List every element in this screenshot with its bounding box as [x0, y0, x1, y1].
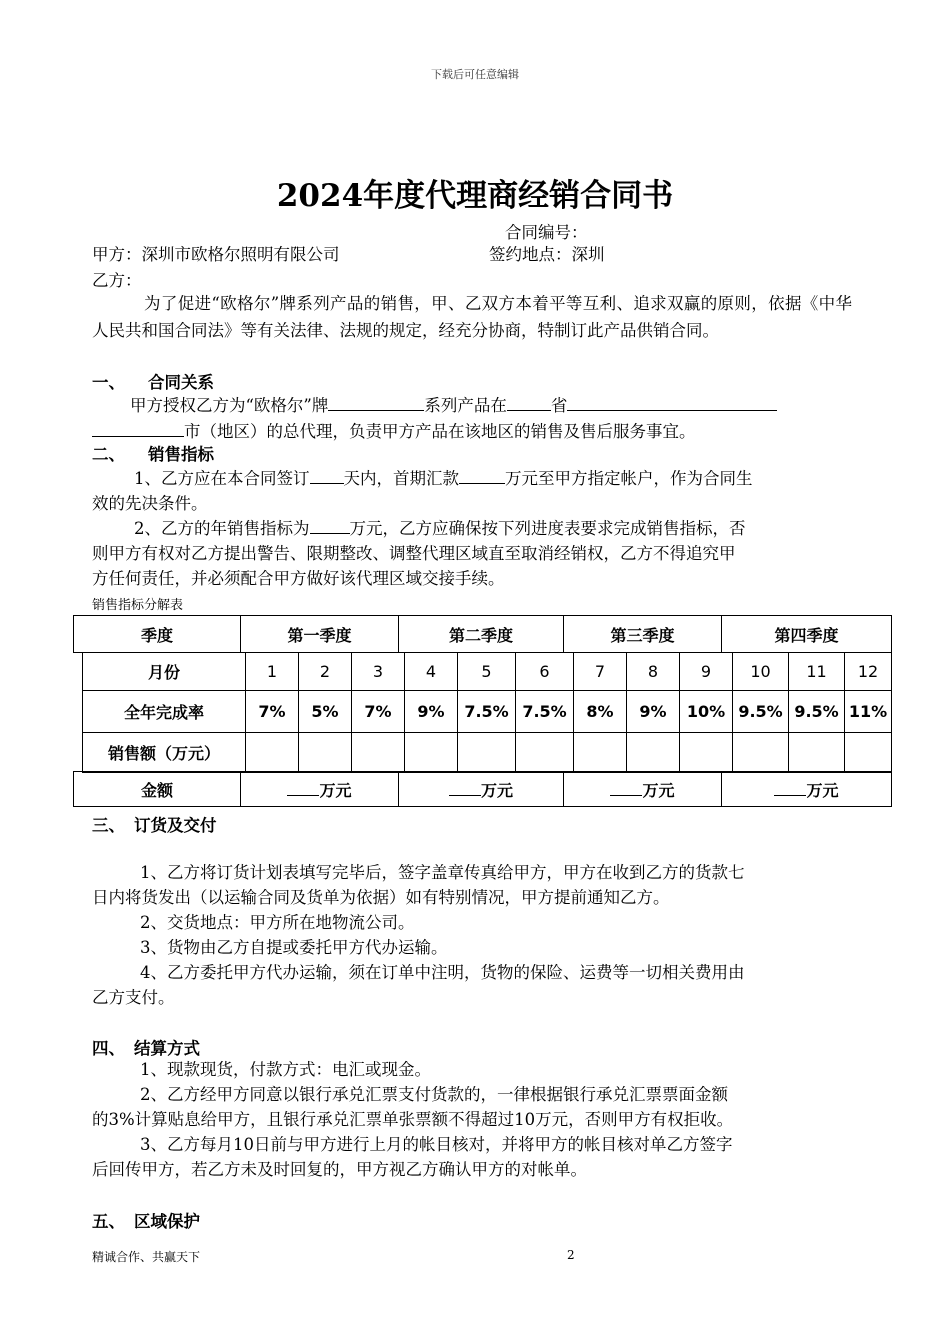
sales-cell[interactable] [516, 733, 574, 773]
month-cell: 9 [680, 653, 733, 691]
sec2-p2-a: 2、乙方的年销售指标为 [134, 519, 310, 538]
rate-cell: 7% [246, 691, 299, 733]
section-3-title: 订货及交付 [134, 816, 217, 835]
amount-q3 [564, 772, 722, 807]
sec2-p1-b: 天内，首期汇款 [343, 469, 459, 488]
amount-blank [610, 781, 642, 796]
section-1-line-1 [130, 392, 777, 419]
section-3-p4-line1: 4、乙方委托甲方代办运输，须在订单中注明，货物的保险、运费等一切相关费用由 [140, 963, 745, 982]
sales-row [83, 733, 892, 773]
month-row [83, 653, 892, 691]
section-3-p3: 3、货物由乙方自提或委托甲方代办运输。 [140, 938, 448, 957]
section-3-p1-line1: 1、乙方将订货计划表填写完毕后，签字盖章传真给甲方，甲方在收到乙方的货款七 [140, 863, 745, 882]
month-cell: 6 [516, 653, 574, 691]
rate-cell: 9.5% [733, 691, 789, 733]
sec2-p2-b: 万元，乙方应确保按下列进度表要求完成销售指标，否 [349, 519, 746, 538]
sales-label: 销售额（万元） [83, 733, 246, 773]
amount-q4 [722, 772, 892, 807]
section-2-number: 二、 [92, 445, 125, 464]
sales-cell[interactable] [299, 733, 352, 773]
province-blank [507, 392, 551, 411]
amount-unit: 万元 [806, 780, 839, 800]
section-4-p3-line2: 后回传甲方，若乙方未及时回复的，甲方视乙方确认甲方的对帐单。 [92, 1160, 587, 1179]
rate-cell: 8% [574, 691, 627, 733]
brand-series-blank [328, 392, 424, 411]
section-3-p1-line2: 日内将货发出（以运输合同及货单为依据）如有特别情况，甲方提前通知乙方。 [92, 888, 670, 907]
city-blank [92, 418, 184, 437]
days-blank [310, 465, 344, 484]
rate-cell: 7.5% [516, 691, 574, 733]
section-2-p1-line1 [134, 465, 753, 492]
section-1-title: 合同关系 [148, 373, 214, 392]
annual-target-blank [310, 515, 350, 534]
header-note: 下载后可任意编辑 [431, 68, 519, 81]
rate-cell: 11% [845, 691, 892, 733]
month-cell: 1 [246, 653, 299, 691]
month-cell: 11 [789, 653, 845, 691]
section-4-p2-line1: 2、乙方经甲方同意以银行承兑汇票支付货款的，一律根据银行承兑汇票票面金额 [140, 1085, 728, 1104]
rate-cell: 10% [680, 691, 733, 733]
month-cell: 2 [299, 653, 352, 691]
season-q2: 第二季度 [399, 616, 564, 653]
sec2-p1-c: 万元至甲方指定帐户，作为合同生 [505, 469, 753, 488]
section-2-title: 销售指标 [148, 445, 214, 464]
rate-cell: 7.5% [458, 691, 516, 733]
section-2-p2-line3: 方任何责任，并必须配合甲方做好该代理区域交接手续。 [92, 569, 505, 588]
season-header-table [73, 615, 892, 653]
sec1-text-d: 市（地区）的总代理，负责甲方产品在该地区的销售及售后服务事宜。 [184, 422, 696, 441]
section-4-p3-line1: 3、乙方每月10日前与甲方进行上月的帐目核对，并将甲方的帐目核对单乙方签字 [140, 1135, 733, 1154]
month-cell: 5 [458, 653, 516, 691]
rate-cell: 7% [352, 691, 405, 733]
section-5-number: 五、 [92, 1212, 125, 1231]
first-payment-blank [459, 465, 505, 484]
sales-cell[interactable] [246, 733, 299, 773]
month-cell: 4 [405, 653, 458, 691]
intro-paragraph: 为了促进“欧格尔”牌系列产品的销售，甲、乙双方本着平等互利、追求双赢的原则，依据《中华人民共和国合同法》等有关法律、法规的规定，经充分协商，特制订此产品供销合同。 [92, 294, 852, 340]
amount-blank [287, 781, 319, 796]
month-cell: 8 [627, 653, 680, 691]
season-q3: 第三季度 [564, 616, 722, 653]
amount-unit: 万元 [480, 780, 513, 800]
sales-cell[interactable] [680, 733, 733, 773]
sec1-text-c: 省 [550, 396, 568, 415]
section-3-number: 三、 [92, 816, 125, 835]
sec2-p1-a: 1、乙方应在本合同签订 [134, 469, 310, 488]
rate-row [83, 691, 892, 733]
section-2-p2-line2: 则甲方有权对乙方提出警告、限期整改、调整代理区域直至取消经销权，乙方不得追究甲 [92, 544, 736, 563]
month-cell: 3 [352, 653, 405, 691]
section-4-p1: 1、现款现货，付款方式：电汇或现金。 [140, 1060, 431, 1079]
document-title: 2024年度代理商经销合同书 [276, 178, 674, 214]
month-cell: 7 [574, 653, 627, 691]
rate-cell: 5% [299, 691, 352, 733]
section-3-p4-line2: 乙方支付。 [92, 988, 175, 1007]
amount-blank [774, 781, 806, 796]
amount-label: 金额 [74, 772, 241, 807]
sec1-text-a: 甲方授权乙方为“欧格尔”牌 [130, 396, 329, 415]
amount-q1 [241, 772, 399, 807]
sales-cell[interactable] [352, 733, 405, 773]
section-2-p2-line1 [134, 515, 746, 542]
sign-place: 签约地点：深圳 [489, 245, 605, 264]
section-4-p2-line2: 的3%计算贴息给甲方，且银行承兑汇票单张票额不得超过10万元，否则甲方有权拒收。 [92, 1110, 734, 1129]
amount-unit: 万元 [319, 780, 352, 800]
sales-cell[interactable] [458, 733, 516, 773]
month-label: 月份 [83, 653, 246, 691]
monthly-target-table [82, 652, 892, 773]
section-1-number: 一、 [92, 373, 125, 392]
amount-unit: 万元 [642, 780, 675, 800]
season-q1: 第一季度 [241, 616, 399, 653]
sales-cell[interactable] [405, 733, 458, 773]
amount-blank [449, 781, 481, 796]
region-blank [567, 392, 777, 411]
month-cell: 10 [733, 653, 789, 691]
sales-cell[interactable] [789, 733, 845, 773]
contract-number-label: 合同编号： [505, 223, 588, 242]
rate-cell: 9% [405, 691, 458, 733]
season-label: 季度 [74, 616, 241, 653]
table-caption: 销售指标分解表 [92, 598, 184, 613]
section-4-title: 结算方式 [134, 1039, 200, 1058]
sec1-text-b: 系列产品在 [424, 396, 507, 415]
rate-cell: 9% [627, 691, 680, 733]
sales-cell[interactable] [574, 733, 627, 773]
section-5-title: 区域保护 [134, 1212, 200, 1231]
season-q4: 第四季度 [722, 616, 892, 653]
amount-q2 [399, 772, 564, 807]
rate-label: 全年完成率 [83, 691, 246, 733]
sales-cell[interactable] [845, 733, 892, 773]
section-4-number: 四、 [92, 1039, 125, 1058]
party-b: 乙方： [92, 271, 142, 290]
sales-cell[interactable] [627, 733, 680, 773]
section-3-p2: 2、交货地点：甲方所在地物流公司。 [140, 913, 415, 932]
month-cell: 12 [845, 653, 892, 691]
rate-cell: 9.5% [789, 691, 845, 733]
amount-table [73, 771, 892, 807]
sales-cell[interactable] [733, 733, 789, 773]
footer-slogan: 精诚合作、共赢天下 [92, 1250, 201, 1264]
page-number: 2 [567, 1248, 575, 1262]
party-a: 甲方：深圳市欧格尔照明有限公司 [92, 245, 340, 264]
section-2-p1-line2: 效的先决条件。 [92, 494, 208, 513]
